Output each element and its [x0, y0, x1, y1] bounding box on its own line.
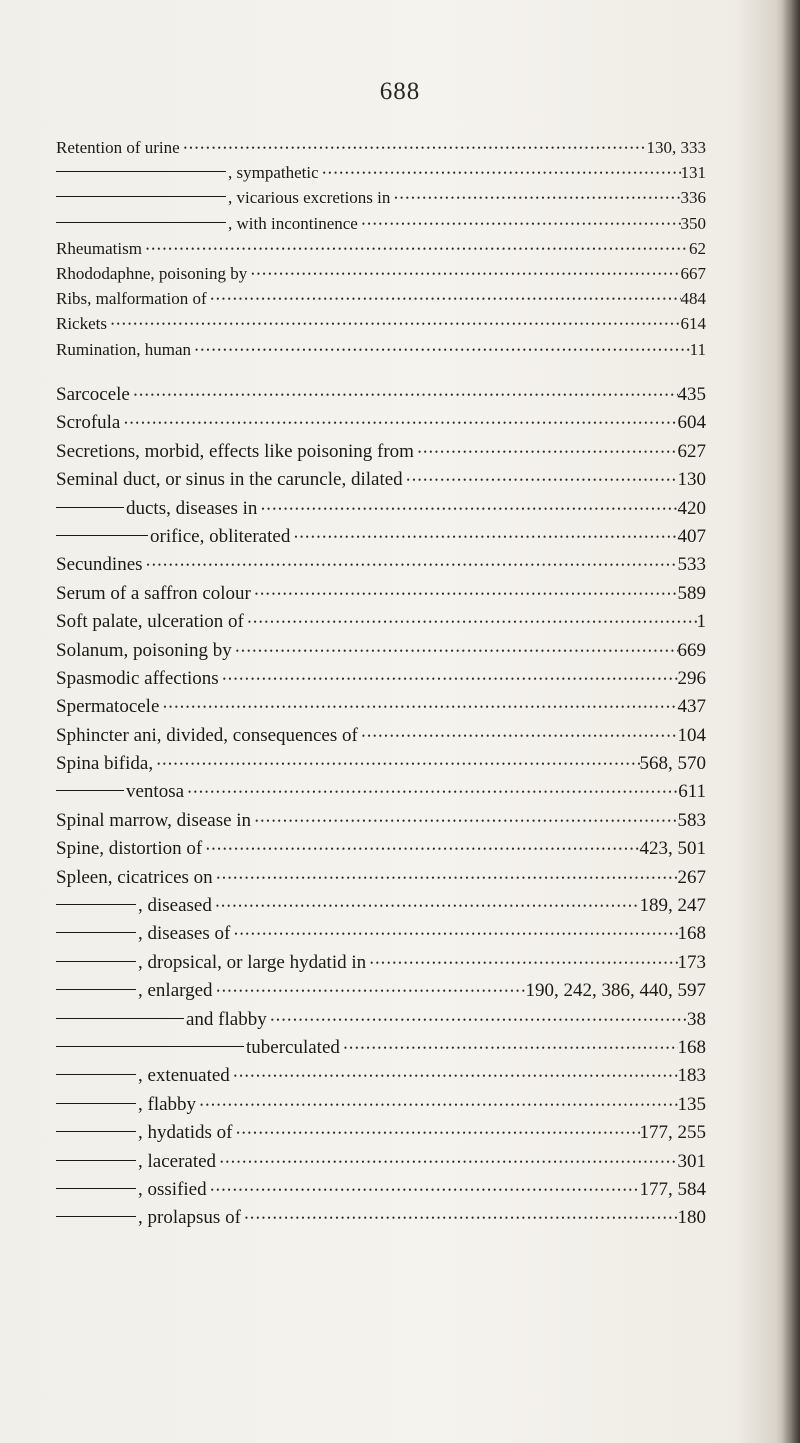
- dot-leader: [290, 527, 677, 547]
- ditto-rule: [56, 1103, 136, 1104]
- entry-label: , diseased: [138, 895, 212, 917]
- entry-pages: 130: [677, 469, 706, 491]
- ditto-rule: [56, 1018, 184, 1019]
- index-entry: [56, 412, 706, 440]
- entry-pages: 407: [677, 525, 706, 547]
- dot-leader: [142, 239, 689, 259]
- ditto-rule: [56, 1188, 136, 1189]
- ditto-rule: [56, 196, 226, 197]
- index-entry: [56, 1122, 706, 1150]
- entry-pages: 435: [677, 384, 706, 405]
- ditto-rule: [56, 1131, 136, 1132]
- entry-pages: 350: [680, 213, 706, 233]
- entry-pages: 104: [677, 724, 706, 746]
- dot-leader: [232, 1123, 639, 1143]
- entry-label: Spine, distortion of: [56, 838, 203, 860]
- entry-label: , diseases of: [138, 923, 231, 945]
- dot-leader: [184, 782, 678, 802]
- entry-label: Spleen, cicatrices on: [56, 866, 213, 888]
- ditto-rule: [56, 989, 136, 990]
- page-binding-edge: [782, 0, 800, 1443]
- index-entry: [56, 640, 706, 668]
- page-number: 688: [379, 78, 421, 105]
- dot-leader: [153, 754, 639, 774]
- dot-leader: [251, 584, 678, 604]
- index-entry: [56, 923, 706, 951]
- index-entry: [56, 214, 706, 239]
- dot-leader: [366, 953, 677, 973]
- entry-pages: 423, 501: [639, 838, 706, 860]
- entry-pages: 177, 584: [639, 1178, 706, 1200]
- entry-label: Ribs, malformation of: [56, 289, 207, 309]
- entry-label: Rumination, human: [56, 339, 192, 359]
- ditto-rule: [56, 222, 226, 223]
- entry-pages: 131: [680, 163, 706, 183]
- entry-pages: 135: [677, 1093, 706, 1115]
- dot-leader: [358, 726, 678, 746]
- dot-leader: [244, 612, 697, 632]
- dot-leader: [340, 1038, 678, 1058]
- index-entry: [56, 384, 706, 412]
- entry-label: , sympathetic: [228, 163, 319, 183]
- dot-leader: [251, 811, 677, 831]
- entry-label: Rhododaphne, poisoning by: [56, 263, 248, 283]
- entry-pages: 11: [689, 339, 706, 359]
- entry-label: and flabby: [186, 1008, 267, 1030]
- index-entry: [56, 810, 706, 838]
- entry-label: , lacerated: [138, 1150, 217, 1172]
- ditto-rule: [56, 171, 226, 172]
- entry-label: , ossified: [138, 1178, 207, 1200]
- dot-leader: [130, 385, 678, 405]
- index-entry: [56, 340, 706, 365]
- entry-pages: 589: [677, 582, 706, 604]
- entry-label: Soft palate, ulceration of: [56, 611, 244, 633]
- dot-leader: [232, 641, 678, 661]
- index-entry: [56, 980, 706, 1008]
- entry-label: Secundines: [56, 554, 143, 576]
- entry-label: ducts, diseases in: [126, 497, 258, 519]
- dot-leader: [257, 499, 677, 519]
- index-entry: [56, 583, 706, 611]
- entry-label: Rheumatism: [56, 238, 142, 258]
- dot-leader: [414, 442, 678, 462]
- dot-leader: [319, 163, 681, 183]
- index-entry: [56, 163, 706, 188]
- dot-leader: [207, 289, 681, 309]
- entry-pages: 189, 247: [639, 895, 706, 917]
- entry-label: Sphincter ani, divided, consequences of: [56, 724, 358, 746]
- dot-leader: [267, 1010, 687, 1030]
- dot-leader: [230, 924, 677, 944]
- ditto-rule: [56, 1160, 136, 1161]
- index-entry: [56, 838, 706, 866]
- dot-leader: [191, 340, 690, 360]
- entry-pages: 568, 570: [639, 753, 706, 775]
- ditto-rule: [56, 904, 136, 905]
- entry-pages: 62: [689, 238, 706, 258]
- dot-leader: [390, 188, 680, 208]
- index-entry: [56, 554, 706, 582]
- entry-pages: 296: [677, 667, 706, 689]
- index-entry: [56, 696, 706, 724]
- entry-label: Retention of urine: [56, 138, 180, 157]
- index-entry: [56, 239, 706, 264]
- index-entry: [56, 753, 706, 781]
- entry-pages: 177, 255: [639, 1122, 706, 1144]
- entry-label: , vicarious excretions in: [228, 188, 391, 208]
- ditto-rule: [56, 535, 148, 536]
- index-entry: [56, 264, 706, 289]
- index-entry: [56, 441, 706, 469]
- entry-label: Solanum, poisoning by: [56, 639, 232, 661]
- entry-pages: 437: [677, 696, 706, 718]
- ditto-rule: [56, 790, 124, 791]
- entry-pages: 604: [677, 412, 706, 434]
- index-entry: [56, 611, 706, 639]
- index-entry: [56, 1094, 706, 1122]
- entry-label: , flabby: [138, 1093, 197, 1115]
- dot-leader: [403, 470, 678, 490]
- entry-pages: 420: [677, 497, 706, 519]
- index-entry: [56, 1065, 706, 1093]
- dot-leader: [230, 1066, 678, 1086]
- dot-leader: [213, 981, 526, 1001]
- index-section-r: [56, 138, 706, 365]
- index-entry: [56, 526, 706, 554]
- entry-label: , with incontinence: [228, 213, 358, 233]
- index-entry: [56, 895, 706, 923]
- entry-pages: 173: [677, 951, 706, 973]
- entry-pages: 180: [677, 1207, 706, 1229]
- entry-pages: 301: [677, 1150, 706, 1172]
- entry-label: Scrofula: [56, 412, 121, 434]
- entry-label: Secretions, morbid, effects like poisoning from: [56, 440, 414, 462]
- index-entry: [56, 668, 706, 696]
- entry-pages: 669: [677, 639, 706, 661]
- dot-leader: [120, 413, 677, 433]
- entry-label: Spinal marrow, disease in: [56, 809, 252, 831]
- dot-leader: [216, 1152, 677, 1172]
- ditto-rule: [56, 507, 124, 508]
- entry-pages: 627: [677, 440, 706, 462]
- index-entry: [56, 781, 706, 809]
- entry-label: Serum of a saffron colour: [56, 582, 251, 604]
- dot-leader: [213, 868, 678, 888]
- entry-pages: 38: [687, 1008, 706, 1030]
- index-entry: [56, 867, 706, 895]
- ditto-rule: [56, 1216, 136, 1217]
- entry-label: ventosa: [126, 781, 185, 803]
- ditto-rule: [56, 1046, 244, 1047]
- index-entry: [56, 1009, 706, 1037]
- dot-leader: [207, 1180, 640, 1200]
- entry-pages: 1: [696, 611, 706, 633]
- dot-leader: [159, 697, 677, 717]
- entry-label: Sarcocele: [56, 384, 130, 405]
- index-entry: [56, 1151, 706, 1179]
- entry-label: , prolapsus of: [138, 1207, 241, 1229]
- index-entry: [56, 952, 706, 980]
- entry-label: orifice, obliterated: [150, 525, 291, 547]
- index-entry: [56, 1037, 706, 1065]
- dot-leader: [241, 1208, 678, 1228]
- entry-label: Rickets: [56, 314, 107, 334]
- dot-leader: [202, 839, 639, 859]
- dot-leader: [143, 555, 678, 575]
- entry-pages: 533: [677, 554, 706, 576]
- entry-pages: 190, 242, 386, 440, 597: [525, 980, 706, 1002]
- index-entry: [56, 289, 706, 314]
- index-entry: [56, 725, 706, 753]
- entry-pages: 130, 333: [646, 138, 706, 157]
- entry-pages: 336: [680, 188, 706, 208]
- entry-pages: 614: [680, 314, 706, 334]
- dot-leader: [196, 1095, 677, 1115]
- index-section-s: [56, 384, 706, 1236]
- ditto-rule: [56, 1074, 136, 1075]
- entry-pages: 611: [678, 781, 706, 803]
- entry-label: , extenuated: [138, 1065, 230, 1087]
- index-entry: [56, 469, 706, 497]
- ditto-rule: [56, 961, 136, 962]
- entry-pages: 168: [677, 1036, 706, 1058]
- dot-leader: [219, 669, 678, 689]
- index-entry: [56, 314, 706, 339]
- index-entry: [56, 188, 706, 213]
- entry-label: , hydatids of: [138, 1122, 233, 1144]
- entry-pages: 183: [677, 1065, 706, 1087]
- dot-leader: [212, 896, 640, 916]
- dot-leader: [247, 264, 680, 284]
- entry-label: tuberculated: [246, 1036, 340, 1058]
- index-entry: [56, 1207, 706, 1235]
- entry-pages: 168: [677, 923, 706, 945]
- entry-pages: 667: [680, 263, 706, 283]
- entry-label: Spermatocele: [56, 696, 160, 718]
- entry-pages: 583: [677, 809, 706, 831]
- entry-label: Spasmodic affections: [56, 667, 219, 689]
- index-entry: [56, 138, 706, 163]
- entry-label: , enlarged: [138, 980, 213, 1002]
- entry-pages: 267: [677, 866, 706, 888]
- entry-label: Spina bifida,: [56, 753, 154, 775]
- index-entry: [56, 1179, 706, 1207]
- entry-pages: 484: [680, 289, 706, 309]
- entry-label: , dropsical, or large hydatid in: [138, 951, 367, 973]
- ditto-rule: [56, 932, 136, 933]
- dot-leader: [180, 138, 647, 158]
- index-entry: [56, 498, 706, 526]
- dot-leader: [358, 214, 681, 234]
- dot-leader: [107, 314, 681, 334]
- entry-label: Seminal duct, or sinus in the caruncle, dilated: [56, 469, 403, 491]
